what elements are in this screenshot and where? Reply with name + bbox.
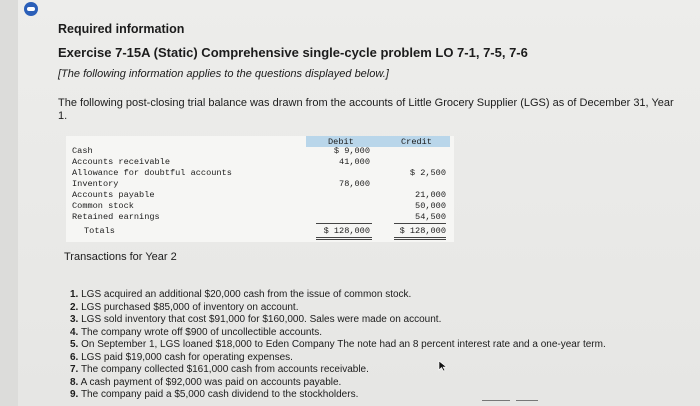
transactions-title: Transactions for Year 2	[64, 251, 177, 263]
credit-total-double-rule-1	[394, 237, 446, 238]
account-name: Inventory	[72, 179, 119, 189]
debit-total-double-rule-1	[316, 237, 372, 238]
credit-amount: 54,500	[415, 212, 446, 222]
credit-amount: 21,000	[415, 190, 446, 200]
item-text: On September 1, LGS loaned $18,000 to Eden Company The note had an 8 percent interest rate and a one-year term.	[81, 339, 606, 350]
credit-column-header: Credit	[401, 137, 432, 147]
totals-label: Totals	[84, 226, 115, 236]
item-number: 8.	[70, 376, 79, 388]
scroll-indicator-dash	[482, 400, 510, 401]
credit-amount: 50,000	[415, 201, 446, 211]
trial-balance-table	[66, 136, 454, 242]
item-text: The company paid a $5,000 cash dividend to the stockholders.	[80, 389, 359, 400]
debit-amount: 78,000	[339, 179, 370, 189]
item-number: 9.	[70, 389, 79, 400]
list-item	[70, 339, 680, 352]
debit-total: $ 128,000	[323, 226, 370, 236]
table-row	[66, 179, 454, 190]
item-number: 6.	[70, 351, 79, 363]
list-item	[70, 364, 680, 377]
account-name: Accounts receivable	[72, 157, 170, 167]
list-item	[70, 289, 680, 302]
credit-total: $ 128,000	[399, 226, 446, 236]
table-row	[66, 168, 454, 179]
item-number: 4.	[70, 326, 79, 338]
item-text: LGS sold inventory that cost $91,000 for $160,000. Sales were made on account.	[81, 314, 442, 325]
debit-amount: 41,000	[339, 157, 370, 167]
info-note: [The following information applies to the questions displayed below.]	[58, 68, 389, 80]
item-text: LGS paid $19,000 cash for operating expenses.	[81, 351, 293, 363]
scroll-indicator-dash	[516, 400, 538, 401]
account-name: Cash	[72, 146, 93, 156]
totals-row	[66, 226, 454, 237]
table-row	[66, 212, 454, 223]
list-item	[70, 327, 680, 340]
left-panel-edge	[0, 0, 18, 406]
item-number: 1.	[70, 289, 79, 300]
list-item	[70, 302, 680, 315]
exercise-title: Exercise 7-15A (Static) Comprehensive single-cycle problem LO 7-1, 7-5, 7-6	[58, 45, 528, 60]
item-text: The company wrote off $900 of uncollectible accounts.	[80, 326, 323, 338]
transactions-list	[70, 289, 680, 402]
debit-subtotal-rule	[316, 223, 372, 224]
account-name: Allowance for doubtful accounts	[72, 168, 232, 178]
required-information-heading: Required information	[58, 22, 185, 36]
alert-dot-icon	[24, 2, 38, 16]
account-name: Accounts payable	[72, 190, 155, 200]
item-number: 2.	[70, 301, 79, 313]
item-text: A cash payment of $92,000 was paid on accounts payable.	[80, 376, 342, 388]
table-row	[66, 201, 454, 212]
list-item	[70, 377, 680, 390]
table-row	[66, 146, 454, 157]
list-item	[70, 352, 680, 365]
item-number: 7.	[70, 364, 79, 375]
table-row	[66, 190, 454, 201]
intro-paragraph: The following post-closing trial balance was drawn from the accounts of Little Grocery Supplier (LGS) as of December 31, Year 1.	[58, 97, 674, 122]
item-text: The company collected $161,000 cash from accounts receivable.	[80, 364, 369, 375]
account-name: Common stock	[72, 201, 134, 211]
list-item	[70, 314, 680, 327]
table-row	[66, 157, 454, 168]
list-item	[70, 389, 680, 402]
item-text: LGS purchased $85,000 of inventory on account.	[81, 301, 299, 313]
debit-total-double-rule-2	[316, 239, 372, 240]
account-name: Retained earnings	[72, 212, 160, 222]
item-number: 3.	[70, 314, 79, 325]
credit-subtotal-rule	[394, 223, 446, 224]
credit-amount: $ 2,500	[409, 168, 446, 178]
item-text: LGS acquired an additional $20,000 cash from the issue of common stock.	[81, 289, 412, 300]
debit-amount: $ 9,000	[333, 146, 370, 156]
item-number: 5.	[70, 339, 79, 350]
credit-total-double-rule-2	[394, 239, 446, 240]
mouse-pointer-icon	[438, 360, 448, 372]
debit-column-header: Debit	[328, 137, 354, 147]
